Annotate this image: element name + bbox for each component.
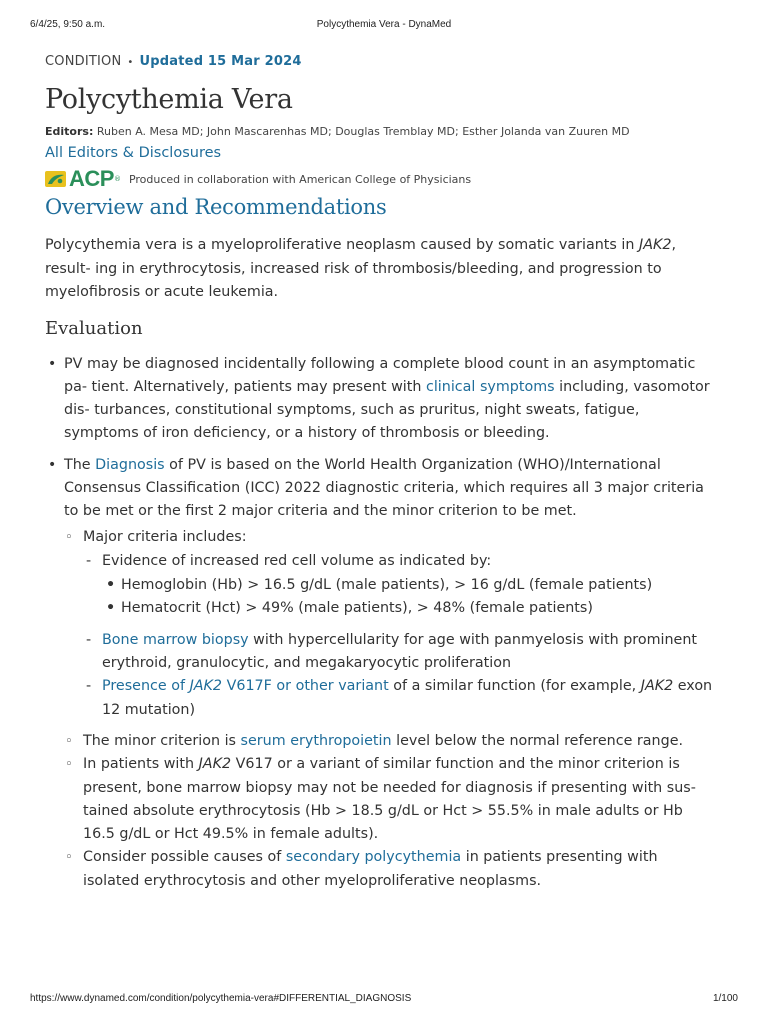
- acp-emblem-icon: [45, 170, 67, 188]
- major-3-gene: JAK2: [640, 678, 674, 695]
- major-criteria-list: [83, 550, 715, 722]
- secondary-polycythemia-link[interactable]: secondary polycythemia: [285, 849, 462, 866]
- consider-text-b: in patients presenting with isolated erythrocytosis and other myeloproliferative neoplasms.: [83, 849, 658, 889]
- list-item: [64, 753, 715, 846]
- summary-text-2: , result- ing in erythrocytosis, increased risk of thrombosis/bleeding, and progression to myelofibrosis or acute leukemia.: [45, 237, 676, 300]
- print-page-number: 1/100: [712, 993, 738, 1004]
- jak-text-a: In patients with: [83, 756, 199, 773]
- eval-b1-text-a: PV may be diagnosed incidentally following a complete blood count in an asymptomatic pa- tient. Alternatively, patients may present with: [64, 355, 696, 395]
- print-datetime: 6/4/25, 9:50 a.m.: [30, 19, 106, 30]
- eval-b2-text-b: of PV is based on the World Health Organization (WHO)/International Consensus Classification (ICC) 2022 diagnostic criteria, which requires all 3 major criteria to be met or the first 2 major criteria and the minor criterion to be met.: [64, 456, 704, 520]
- jak-text-b: V617 or a variant of similar function and the minor criterion is present, bone marrow biopsy may not be needed for diagnosis if presenting with sus- tained absolute erythrocytosis (Hb > 18.5 g/dL or Hct > 55.5% in male adults or Hb 16.5 g/dL or Hct 49.5% in female adults).: [83, 756, 696, 843]
- list-item: [83, 675, 715, 722]
- jak2-link-gene: JAK2: [189, 678, 223, 695]
- print-header: [30, 19, 738, 33]
- list-item: [64, 846, 715, 893]
- evaluation-list: [45, 353, 715, 894]
- consider-text-a: Consider possible causes of: [83, 849, 286, 866]
- summary-gene: JAK2: [638, 237, 672, 253]
- print-footer: [30, 993, 738, 1007]
- section-heading-overview: Overview and Recommendations: [45, 195, 387, 219]
- criteria-list: [64, 526, 715, 893]
- jak-gene: JAK2: [198, 756, 232, 773]
- major-criterion-2-text: with hypercellularity for age with panmyelosis with prominent erythroid, granulocytic, and megakaryocytic proliferation: [102, 631, 697, 672]
- red-cell-volume-list: [102, 574, 715, 621]
- major-criteria-label: Major criteria includes:: [83, 528, 247, 545]
- updated-date: Updated 15 Mar 2024: [139, 54, 302, 69]
- serum-erythropoietin-link[interactable]: serum erythropoietin: [240, 732, 392, 749]
- major-3-text-a: of a similar function (for example,: [388, 678, 641, 695]
- major-criterion-1: Evidence of increased red cell volume as indicated by:: [102, 552, 492, 569]
- acp-collaboration: [45, 168, 715, 190]
- list-item: [45, 353, 715, 446]
- list-item: • Hematocrit (Hct) > 49% (male patients), > 48% (female patients): [102, 597, 715, 620]
- acp-note: Produced in collaboration with American College of Physicians: [128, 172, 472, 186]
- content-type-label: CONDITION: [45, 54, 122, 69]
- eval-b2-text-a: The: [64, 456, 96, 473]
- print-url: https://www.dynamed.com/condition/polycythemia-vera#DIFFERENTIAL_DIAGNOSIS: [30, 993, 412, 1004]
- overview-summary: [45, 234, 715, 305]
- article: [45, 52, 715, 901]
- list-item: [83, 550, 715, 621]
- jak2-variant-link[interactable]: [102, 678, 389, 694]
- article-meta: [45, 52, 715, 72]
- subheading-evaluation: Evaluation: [45, 317, 143, 339]
- list-item: [83, 629, 715, 676]
- page-title: Polycythemia Vera: [45, 84, 293, 115]
- jak2-link-text-b: V617F or other variant: [222, 678, 389, 695]
- major-3-text-b: exon 12 mutation): [102, 678, 713, 718]
- editors-line: [45, 124, 715, 140]
- acp-trademark: ®: [113, 175, 121, 183]
- diagnosis-link[interactable]: Diagnosis: [95, 456, 165, 473]
- editors-names: Ruben A. Mesa MD; John Mascarenhas MD; Douglas Tremblay MD; Esther Jolanda van Zuuren MD: [93, 125, 630, 138]
- print-page-title: Polycythemia Vera - DynaMed: [316, 19, 452, 30]
- minor-text-b: level below the normal reference range.: [391, 732, 684, 749]
- acp-wordmark: ACP: [69, 166, 114, 191]
- editors-label: Editors:: [45, 125, 94, 138]
- clinical-symptoms-link[interactable]: clinical symptoms: [425, 378, 555, 395]
- list-item: [64, 526, 715, 722]
- list-item: [45, 454, 715, 893]
- list-item: • Hemoglobin (Hb) > 16.5 g/dL (male patients), > 16 g/dL (female patients): [102, 574, 715, 597]
- minor-text-a: The minor criterion is: [83, 732, 241, 749]
- meta-separator: •: [127, 57, 134, 68]
- jak2-link-text-a: Presence of: [102, 678, 190, 695]
- bone-marrow-biopsy-link[interactable]: Bone marrow biopsy: [102, 631, 249, 648]
- acp-logo: [45, 168, 121, 190]
- summary-text-1: Polycythemia vera is a myeloproliferative neoplasm caused by somatic variants in: [45, 237, 639, 253]
- list-item: [64, 730, 715, 753]
- all-editors-link[interactable]: All Editors & Disclosures: [45, 145, 222, 161]
- eval-b1-text-b: including, vasomotor dis- turbances, constitutional symptoms, such as pruritus, night sweats, fatigue, symptoms of iron deficiency, or a history of thrombosis or bleeding.: [64, 378, 710, 442]
